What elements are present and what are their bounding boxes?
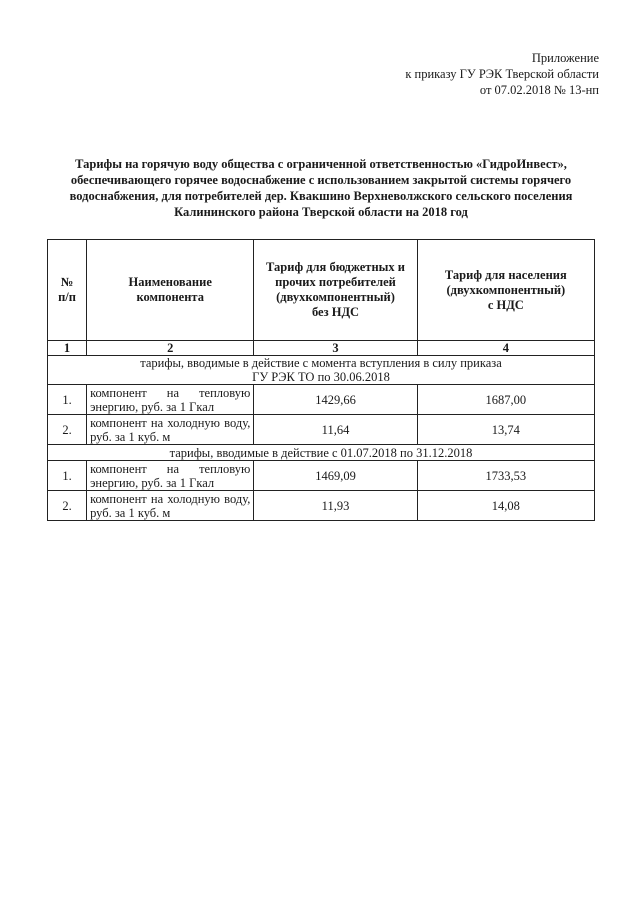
- table-row: [48, 415, 595, 445]
- header-num: № п/п: [48, 240, 87, 341]
- header-population-tariff: Тариф для населения (двухкомпонентный) с НДС: [417, 240, 594, 341]
- appendix-line: от 07.02.2018 № 13-нп: [479, 83, 599, 97]
- component-name: компонент на тепловую энергию, руб. за 1 Гкал: [87, 461, 254, 491]
- component-name: компонент на тепловую энергию, руб. за 1 Гкал: [87, 385, 254, 415]
- document-title: [46, 156, 596, 220]
- column-number: 3: [254, 341, 417, 356]
- header-budget-tariff: Тариф для бюджетных и прочих потребителей (двухкомпонентный) без НДС: [254, 240, 417, 341]
- row-number: 2.: [48, 491, 87, 521]
- appendix-reference: [405, 50, 599, 98]
- budget-tariff-value: 1469,09: [254, 461, 417, 491]
- row-number: 1.: [48, 461, 87, 491]
- section-header: [48, 356, 595, 385]
- budget-tariff-value: 11,93: [254, 491, 417, 521]
- budget-tariff-value: 11,64: [254, 415, 417, 445]
- component-name: компонент на холодную воду, руб. за 1 куб. м: [87, 491, 254, 521]
- population-tariff-value: 14,08: [417, 491, 594, 521]
- population-tariff-value: 1687,00: [417, 385, 594, 415]
- column-number: 1: [48, 341, 87, 356]
- title-line: водоснабжения, для потребителей дер. Квакшино Верхневолжского сельского поселения: [69, 189, 573, 203]
- population-tariff-value: 13,74: [417, 415, 594, 445]
- population-tariff-value: 1733,53: [417, 461, 594, 491]
- title-line: обеспечивающего горячее водоснабжение с использованием закрытой системы горячего: [70, 173, 572, 187]
- title-line: Калининского района Тверской области на 2018 год: [174, 205, 468, 219]
- appendix-line: Приложение: [531, 51, 599, 65]
- table-row: [48, 491, 595, 521]
- column-number-row: [48, 341, 595, 356]
- component-name: компонент на холодную воду, руб. за 1 куб. м: [87, 415, 254, 445]
- column-number: 2: [87, 341, 254, 356]
- budget-tariff-value: 1429,66: [254, 385, 417, 415]
- row-number: 1.: [48, 385, 87, 415]
- appendix-line: к приказу ГУ РЭК Тверской области: [405, 67, 599, 81]
- table-row: [48, 461, 595, 491]
- section-header: [48, 445, 595, 461]
- tariff-table: [47, 239, 595, 521]
- section-title: тарифы, вводимые в действие с 01.07.2018 по 31.12.2018: [48, 445, 595, 461]
- table-row: [48, 385, 595, 415]
- header-name: Наименование компонента: [87, 240, 254, 341]
- section-title: тарифы, вводимые в действие с момента вступления в силу приказа ГУ РЭК ТО по 30.06.2018: [48, 356, 595, 385]
- title-line: Тарифы на горячую воду общества с ограниченной ответственностью «ГидроИнвест»,: [75, 157, 567, 171]
- table-header-row: [48, 240, 595, 341]
- column-number: 4: [417, 341, 594, 356]
- row-number: 2.: [48, 415, 87, 445]
